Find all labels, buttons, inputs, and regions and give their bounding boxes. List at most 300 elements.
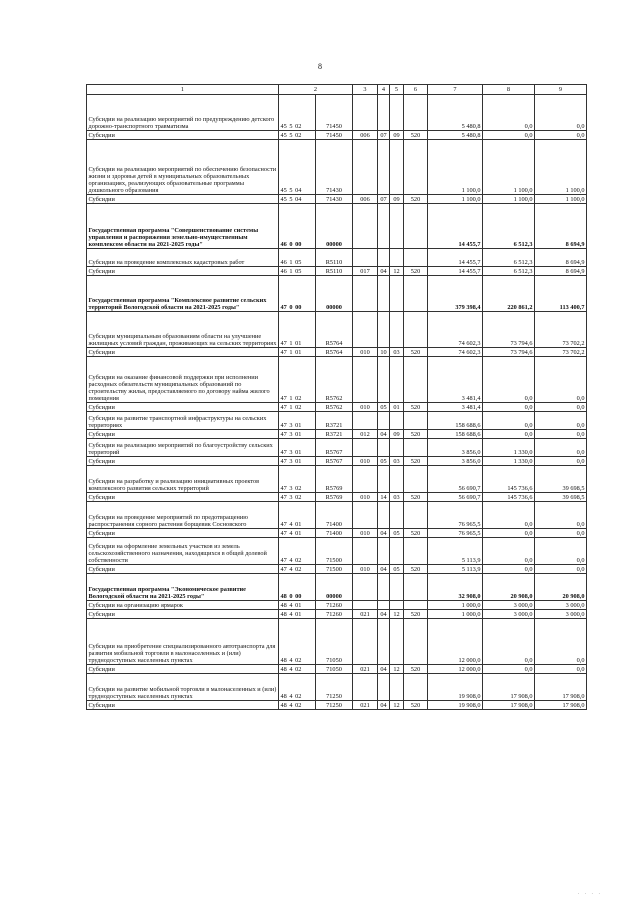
amount-year-3-cell: 0,0 xyxy=(535,619,587,665)
row-name-cell: Субсидии xyxy=(87,610,279,619)
amount-year-2-cell: 3 000,0 xyxy=(483,610,535,619)
target-article-cell: 47 0 00 xyxy=(279,276,316,312)
amount-year-1-cell: 158 688,6 xyxy=(428,412,483,430)
subsection-cell: 03 xyxy=(390,457,404,466)
amount-year-1-cell: 12 000,0 xyxy=(428,619,483,665)
expense-code-cell: R5762 xyxy=(316,403,353,412)
subsection-cell: 12 xyxy=(390,267,404,276)
row-name-cell: Субсидии на развитие транспортной инфраструктуры на сельских территориях xyxy=(87,412,279,430)
expense-type-cell xyxy=(404,574,428,601)
subsection-cell xyxy=(390,412,404,430)
target-article-cell: 47 1 01 xyxy=(279,312,316,348)
amount-year-3-cell: 0,0 xyxy=(535,430,587,439)
expense-type-cell: 520 xyxy=(404,348,428,357)
subsection-cell: 12 xyxy=(390,610,404,619)
expense-type-cell: 520 xyxy=(404,493,428,502)
amount-year-1-cell: 3 481,4 xyxy=(428,403,483,412)
expense-type-cell xyxy=(404,412,428,430)
row-name-cell: Субсидии на оказание финансовой поддержки при исполнении расходных обязательств муниципальных образований по строительству жилья, предоставляемого по договору найма жилого помещения xyxy=(87,357,279,403)
expense-type-cell xyxy=(404,439,428,457)
amount-year-1-cell: 74 602,3 xyxy=(428,312,483,348)
table-row xyxy=(87,493,587,502)
table-row xyxy=(87,403,587,412)
department-code-cell xyxy=(353,574,378,601)
amount-year-3-cell: 0,0 xyxy=(535,439,587,457)
row-name-cell: Субсидии на реализацию мероприятий по предупреждению детского дорожно-транспортного травматизма xyxy=(87,95,279,131)
header-cell: 4 xyxy=(378,85,390,95)
expense-code-cell: 71430 xyxy=(316,140,353,195)
section-cell xyxy=(378,674,390,701)
expense-type-cell: 520 xyxy=(404,457,428,466)
target-article-cell: 45 5 02 xyxy=(279,95,316,131)
section-cell xyxy=(378,574,390,601)
target-article-cell: 47 3 02 xyxy=(279,493,316,502)
amount-year-1-cell: 76 965,5 xyxy=(428,529,483,538)
section-cell xyxy=(378,619,390,665)
row-name-cell: Субсидии xyxy=(87,195,279,204)
section-cell xyxy=(378,601,390,610)
section-cell: 07 xyxy=(378,131,390,140)
amount-year-3-cell: 0,0 xyxy=(535,131,587,140)
scan-corner-mark: · · · · xyxy=(577,892,602,897)
expense-code-cell: R5764 xyxy=(316,312,353,348)
amount-year-2-cell: 0,0 xyxy=(483,412,535,430)
target-article-cell: 48 4 01 xyxy=(279,601,316,610)
section-cell xyxy=(378,249,390,267)
subsection-cell: 09 xyxy=(390,131,404,140)
amount-year-1-cell: 1 000,0 xyxy=(428,601,483,610)
table-row xyxy=(87,312,587,348)
row-name-cell: Субсидии xyxy=(87,565,279,574)
subsection-cell: 05 xyxy=(390,529,404,538)
amount-year-2-cell: 145 736,6 xyxy=(483,466,535,493)
section-cell: 04 xyxy=(378,665,390,674)
subsection-cell xyxy=(390,140,404,195)
table-row xyxy=(87,195,587,204)
amount-year-1-cell: 12 000,0 xyxy=(428,665,483,674)
target-article-cell: 48 4 01 xyxy=(279,610,316,619)
amount-year-2-cell: 73 794,6 xyxy=(483,312,535,348)
amount-year-2-cell: 6 512,3 xyxy=(483,204,535,249)
amount-year-1-cell: 158 688,6 xyxy=(428,430,483,439)
amount-year-3-cell: 8 694,9 xyxy=(535,249,587,267)
department-code-cell: 021 xyxy=(353,610,378,619)
department-code-cell: 006 xyxy=(353,195,378,204)
amount-year-3-cell: 17 908,0 xyxy=(535,701,587,710)
subsection-cell: 03 xyxy=(390,493,404,502)
table-row xyxy=(87,610,587,619)
row-name-cell: Субсидии xyxy=(87,131,279,140)
expense-code-cell: 71050 xyxy=(316,665,353,674)
expense-type-cell: 520 xyxy=(404,529,428,538)
target-article-cell: 48 4 02 xyxy=(279,674,316,701)
row-name-cell: Государственная программа "Совершенствование системы управления и распоряжения земельно-имущественным комплексом области на 2021-2025 годы" xyxy=(87,204,279,249)
amount-year-3-cell: 39 698,5 xyxy=(535,466,587,493)
section-cell xyxy=(378,204,390,249)
department-code-cell xyxy=(353,674,378,701)
department-code-cell xyxy=(353,412,378,430)
department-code-cell xyxy=(353,312,378,348)
table-row xyxy=(87,357,587,403)
section-cell xyxy=(378,140,390,195)
target-article-cell: 45 5 04 xyxy=(279,195,316,204)
table-row xyxy=(87,276,587,312)
amount-year-3-cell: 0,0 xyxy=(535,95,587,131)
department-code-cell xyxy=(353,95,378,131)
section-cell xyxy=(378,95,390,131)
section-cell xyxy=(378,502,390,529)
expense-code-cell: 00000 xyxy=(316,204,353,249)
row-name-cell: Субсидии на приобретение специализированного автотранспорта для развития мобильной торговли в малонаселенных и (или) труднодоступных населенных пунктах xyxy=(87,619,279,665)
target-article-cell: 47 1 01 xyxy=(279,348,316,357)
target-article-cell: 48 0 00 xyxy=(279,574,316,601)
amount-year-1-cell: 3 481,4 xyxy=(428,357,483,403)
expense-type-cell: 520 xyxy=(404,195,428,204)
amount-year-2-cell: 0,0 xyxy=(483,95,535,131)
amount-year-3-cell: 0,0 xyxy=(535,357,587,403)
subsection-cell xyxy=(390,312,404,348)
department-code-cell xyxy=(353,140,378,195)
subsection-cell: 09 xyxy=(390,195,404,204)
amount-year-1-cell: 5 480,8 xyxy=(428,95,483,131)
subsection-cell xyxy=(390,204,404,249)
expense-type-cell xyxy=(404,140,428,195)
amount-year-2-cell: 0,0 xyxy=(483,665,535,674)
expense-code-cell: R3721 xyxy=(316,412,353,430)
expense-code-cell: R5767 xyxy=(316,457,353,466)
row-name-cell: Субсидии на разработку и реализацию инициативных проектов комплексного развития сельских территорий xyxy=(87,466,279,493)
subsection-cell xyxy=(390,466,404,493)
expense-code-cell: R5769 xyxy=(316,466,353,493)
amount-year-3-cell: 20 908,0 xyxy=(535,574,587,601)
subsection-cell xyxy=(390,574,404,601)
department-code-cell xyxy=(353,357,378,403)
amount-year-3-cell: 8 694,9 xyxy=(535,267,587,276)
table-row xyxy=(87,619,587,665)
department-code-cell xyxy=(353,601,378,610)
expense-code-cell: R5767 xyxy=(316,439,353,457)
subsection-cell: 09 xyxy=(390,430,404,439)
table-row xyxy=(87,466,587,493)
amount-year-2-cell: 17 908,0 xyxy=(483,701,535,710)
amount-year-1-cell: 1 100,0 xyxy=(428,140,483,195)
section-cell: 04 xyxy=(378,701,390,710)
amount-year-3-cell: 1 100,0 xyxy=(535,140,587,195)
department-code-cell: 010 xyxy=(353,457,378,466)
expense-code-cell: 71500 xyxy=(316,538,353,565)
amount-year-2-cell: 0,0 xyxy=(483,403,535,412)
expense-type-cell xyxy=(404,674,428,701)
row-name-cell: Субсидии xyxy=(87,665,279,674)
header-cell: 2 xyxy=(279,85,353,95)
expense-type-cell xyxy=(404,619,428,665)
expense-type-cell xyxy=(404,538,428,565)
table-row xyxy=(87,412,587,430)
amount-year-2-cell: 0,0 xyxy=(483,565,535,574)
amount-year-2-cell: 0,0 xyxy=(483,131,535,140)
target-article-cell: 47 4 01 xyxy=(279,529,316,538)
amount-year-3-cell: 17 908,0 xyxy=(535,674,587,701)
row-name-cell: Субсидии на организацию ярмарок xyxy=(87,601,279,610)
amount-year-1-cell: 1 000,0 xyxy=(428,610,483,619)
subsection-cell xyxy=(390,276,404,312)
row-name-cell: Субсидии муниципальным образованиям области на улучшение жилищных условий граждан, проживающих на сельских территориях xyxy=(87,312,279,348)
table-row xyxy=(87,95,587,131)
amount-year-1-cell: 14 455,7 xyxy=(428,204,483,249)
expense-type-cell xyxy=(404,276,428,312)
section-cell: 04 xyxy=(378,610,390,619)
row-name-cell: Субсидии на реализацию мероприятий по благоустройству сельских территорий xyxy=(87,439,279,457)
section-cell: 10 xyxy=(378,348,390,357)
section-cell: 04 xyxy=(378,529,390,538)
expense-type-cell xyxy=(404,601,428,610)
subsection-cell: 03 xyxy=(390,348,404,357)
amount-year-2-cell: 0,0 xyxy=(483,430,535,439)
table-row xyxy=(87,701,587,710)
subsection-cell xyxy=(390,357,404,403)
section-cell: 04 xyxy=(378,565,390,574)
row-name-cell: Субсидии xyxy=(87,267,279,276)
expense-code-cell: 71400 xyxy=(316,502,353,529)
expense-code-cell: R5762 xyxy=(316,357,353,403)
amount-year-1-cell: 14 455,7 xyxy=(428,267,483,276)
amount-year-3-cell: 3 000,0 xyxy=(535,610,587,619)
target-article-cell: 47 1 02 xyxy=(279,403,316,412)
subsection-cell xyxy=(390,439,404,457)
expense-type-cell: 520 xyxy=(404,565,428,574)
header-cell: 9 xyxy=(535,85,587,95)
section-cell xyxy=(378,439,390,457)
amount-year-3-cell: 1 100,0 xyxy=(535,195,587,204)
amount-year-2-cell: 0,0 xyxy=(483,529,535,538)
expense-code-cell: R5764 xyxy=(316,348,353,357)
expense-type-cell: 520 xyxy=(404,131,428,140)
department-code-cell xyxy=(353,276,378,312)
department-code-cell: 017 xyxy=(353,267,378,276)
row-name-cell: Субсидии на реализацию мероприятий по обеспечению безопасности жизни и здоровья детей в муниципальных образовательных организациях, реализующих образовательные программы дошкольного образования xyxy=(87,140,279,195)
department-code-cell: 006 xyxy=(353,131,378,140)
department-code-cell: 010 xyxy=(353,493,378,502)
target-article-cell: 46 0 00 xyxy=(279,204,316,249)
section-cell xyxy=(378,538,390,565)
department-code-cell: 021 xyxy=(353,665,378,674)
amount-year-1-cell: 32 908,0 xyxy=(428,574,483,601)
expense-code-cell: 71260 xyxy=(316,610,353,619)
target-article-cell: 47 4 02 xyxy=(279,538,316,565)
subsection-cell xyxy=(390,674,404,701)
expense-type-cell xyxy=(404,249,428,267)
amount-year-2-cell: 6 512,3 xyxy=(483,249,535,267)
page-number: 8 xyxy=(318,62,322,71)
amount-year-2-cell: 20 908,0 xyxy=(483,574,535,601)
amount-year-2-cell: 73 794,6 xyxy=(483,348,535,357)
expense-code-cell: 71250 xyxy=(316,674,353,701)
amount-year-1-cell: 19 908,0 xyxy=(428,701,483,710)
amount-year-1-cell: 379 398,4 xyxy=(428,276,483,312)
target-article-cell: 45 5 04 xyxy=(279,140,316,195)
expense-code-cell: 71450 xyxy=(316,131,353,140)
section-cell: 04 xyxy=(378,267,390,276)
row-name-cell: Субсидии xyxy=(87,430,279,439)
target-article-cell: 47 3 01 xyxy=(279,439,316,457)
department-code-cell xyxy=(353,249,378,267)
department-code-cell xyxy=(353,466,378,493)
table-header-row xyxy=(87,85,587,95)
expense-code-cell: 00000 xyxy=(316,276,353,312)
row-name-cell: Субсидии xyxy=(87,529,279,538)
expense-code-cell: 71400 xyxy=(316,529,353,538)
row-name-cell: Субсидии xyxy=(87,701,279,710)
department-code-cell xyxy=(353,204,378,249)
amount-year-2-cell: 0,0 xyxy=(483,538,535,565)
target-article-cell: 48 4 02 xyxy=(279,665,316,674)
table-row xyxy=(87,249,587,267)
department-code-cell xyxy=(353,619,378,665)
expense-type-cell xyxy=(404,502,428,529)
expense-code-cell: 71250 xyxy=(316,701,353,710)
amount-year-2-cell: 0,0 xyxy=(483,502,535,529)
section-cell xyxy=(378,357,390,403)
section-cell xyxy=(378,312,390,348)
amount-year-3-cell: 0,0 xyxy=(535,412,587,430)
budget-table xyxy=(86,84,587,710)
expense-type-cell xyxy=(404,95,428,131)
subsection-cell: 01 xyxy=(390,403,404,412)
section-cell xyxy=(378,276,390,312)
expense-code-cell: R3721 xyxy=(316,430,353,439)
department-code-cell xyxy=(353,502,378,529)
table-row xyxy=(87,574,587,601)
header-cell: 6 xyxy=(404,85,428,95)
amount-year-2-cell: 3 000,0 xyxy=(483,601,535,610)
target-article-cell: 46 1 05 xyxy=(279,267,316,276)
amount-year-2-cell: 0,0 xyxy=(483,357,535,403)
target-article-cell: 48 4 02 xyxy=(279,619,316,665)
table-row xyxy=(87,565,587,574)
expense-code-cell: 71500 xyxy=(316,565,353,574)
expense-type-cell: 520 xyxy=(404,403,428,412)
expense-code-cell: R5110 xyxy=(316,249,353,267)
subsection-cell: 12 xyxy=(390,665,404,674)
table-row xyxy=(87,529,587,538)
amount-year-1-cell: 56 690,7 xyxy=(428,466,483,493)
table-row xyxy=(87,439,587,457)
amount-year-1-cell: 5 113,9 xyxy=(428,565,483,574)
table-row xyxy=(87,674,587,701)
subsection-cell: 12 xyxy=(390,701,404,710)
department-code-cell xyxy=(353,538,378,565)
target-article-cell: 46 1 05 xyxy=(279,249,316,267)
amount-year-3-cell: 39 698,5 xyxy=(535,493,587,502)
row-name-cell: Субсидии xyxy=(87,348,279,357)
amount-year-3-cell: 73 702,2 xyxy=(535,312,587,348)
section-cell xyxy=(378,466,390,493)
expense-type-cell xyxy=(404,357,428,403)
target-article-cell: 47 3 01 xyxy=(279,430,316,439)
amount-year-3-cell: 0,0 xyxy=(535,565,587,574)
department-code-cell: 010 xyxy=(353,348,378,357)
amount-year-1-cell: 74 602,3 xyxy=(428,348,483,357)
amount-year-1-cell: 5 113,9 xyxy=(428,538,483,565)
table-row xyxy=(87,267,587,276)
amount-year-3-cell: 0,0 xyxy=(535,529,587,538)
subsection-cell xyxy=(390,249,404,267)
table-row xyxy=(87,665,587,674)
subsection-cell xyxy=(390,619,404,665)
target-article-cell: 47 4 01 xyxy=(279,502,316,529)
expense-type-cell: 520 xyxy=(404,267,428,276)
amount-year-3-cell: 0,0 xyxy=(535,403,587,412)
subsection-cell xyxy=(390,95,404,131)
amount-year-2-cell: 1 100,0 xyxy=(483,195,535,204)
table-row xyxy=(87,601,587,610)
department-code-cell: 021 xyxy=(353,701,378,710)
table-row xyxy=(87,502,587,529)
row-name-cell: Государственная программа "Комплексное развитие сельских территорий Вологодской области на 2021-2025 годы" xyxy=(87,276,279,312)
amount-year-1-cell: 5 480,8 xyxy=(428,131,483,140)
section-cell: 05 xyxy=(378,403,390,412)
header-cell: 5 xyxy=(390,85,404,95)
target-article-cell: 47 3 02 xyxy=(279,466,316,493)
header-cell: 1 xyxy=(87,85,279,95)
amount-year-1-cell: 3 856,0 xyxy=(428,439,483,457)
row-name-cell: Субсидии на проведение комплексных кадастровых работ xyxy=(87,249,279,267)
row-name-cell: Субсидии на развитие мобильной торговли в малонаселенных и (или) труднодоступных населенных пунктах xyxy=(87,674,279,701)
amount-year-3-cell: 113 400,7 xyxy=(535,276,587,312)
row-name-cell: Субсидии на оформление земельных участков из земель сельскохозяйственного назначения, находящихся в общей долевой собственности xyxy=(87,538,279,565)
expense-code-cell: 71430 xyxy=(316,195,353,204)
amount-year-2-cell: 145 736,6 xyxy=(483,493,535,502)
expense-type-cell: 520 xyxy=(404,665,428,674)
row-name-cell: Субсидии xyxy=(87,457,279,466)
section-cell: 04 xyxy=(378,430,390,439)
department-code-cell: 012 xyxy=(353,430,378,439)
expense-type-cell: 520 xyxy=(404,701,428,710)
amount-year-3-cell: 73 702,2 xyxy=(535,348,587,357)
expense-type-cell xyxy=(404,312,428,348)
target-article-cell: 47 3 01 xyxy=(279,412,316,430)
section-cell xyxy=(378,412,390,430)
expense-code-cell: 71450 xyxy=(316,95,353,131)
expense-code-cell: R5110 xyxy=(316,267,353,276)
target-article-cell: 47 4 02 xyxy=(279,565,316,574)
expense-code-cell: 00000 xyxy=(316,574,353,601)
department-code-cell: 010 xyxy=(353,565,378,574)
table-row xyxy=(87,204,587,249)
section-cell: 07 xyxy=(378,195,390,204)
amount-year-2-cell: 6 512,3 xyxy=(483,267,535,276)
expense-type-cell xyxy=(404,204,428,249)
amount-year-2-cell: 1 100,0 xyxy=(483,140,535,195)
header-cell: 8 xyxy=(483,85,535,95)
target-article-cell: 48 4 02 xyxy=(279,701,316,710)
amount-year-1-cell: 56 690,7 xyxy=(428,493,483,502)
amount-year-1-cell: 14 455,7 xyxy=(428,249,483,267)
table-row xyxy=(87,457,587,466)
expense-code-cell: 71260 xyxy=(316,601,353,610)
row-name-cell: Субсидии на проведение мероприятий по предотвращению распространения сорного растения борщевик Сосновского xyxy=(87,502,279,529)
amount-year-2-cell: 1 330,0 xyxy=(483,457,535,466)
amount-year-2-cell: 1 330,0 xyxy=(483,439,535,457)
target-article-cell: 47 3 01 xyxy=(279,457,316,466)
amount-year-3-cell: 0,0 xyxy=(535,665,587,674)
department-code-cell xyxy=(353,439,378,457)
target-article-cell: 45 5 02 xyxy=(279,131,316,140)
department-code-cell: 010 xyxy=(353,529,378,538)
section-cell: 14 xyxy=(378,493,390,502)
subsection-cell xyxy=(390,538,404,565)
row-name-cell: Субсидии xyxy=(87,403,279,412)
